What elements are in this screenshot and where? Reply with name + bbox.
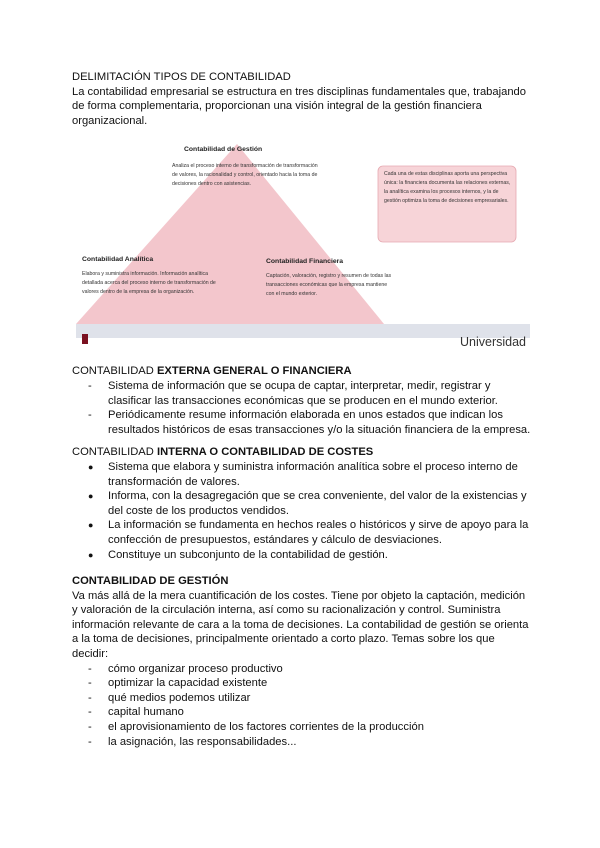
externa-heading: CONTABILIDAD EXTERNA GENERAL O FINANCIERA (72, 365, 352, 378)
intro-heading: DELIMITACIÓN TIPOS DE CONTABILIDAD (72, 71, 291, 83)
intro-paragraph: La contabilidad empresarial se estructura en tres disciplinas fundamentales que, trabajando de forma complementaria, proporcionan una visión integral de la gestión financiera organizacional. (72, 85, 526, 127)
list-item: - cómo organizar proceso productivo (88, 662, 283, 675)
top-title: Contabilidad de Gestión (184, 146, 263, 154)
list-item: - Periódicamente resume información elaborada en unos estados que indican los resultados históricos de esas transacciones y/o la situación financiera de la empresa. (88, 409, 531, 436)
top-text: Analiza el proceso interno de transformación de transformación de valores, la racionalidad y control, orientado hacia la toma de decisiones dentro con asistencias. (172, 163, 318, 188)
externa-list (72, 379, 532, 437)
right-title: Contabilidad Financiera (266, 258, 344, 266)
list-item: - optimizar la capacidad existente (88, 677, 268, 690)
list-item: ● Constituye un subconjunto de la contabilidad de gestión. (88, 548, 388, 561)
list-item: - capital humano (88, 706, 184, 719)
logo-mark (82, 334, 88, 344)
list-item: ● La información se fundamenta en hechos reales o históricos y sirve de apoyo para la confección de presupuestos, estándares y cálculo de desviaciones. (88, 519, 529, 546)
gestion-heading: CONTABILIDAD DE GESTIÓN (72, 575, 229, 588)
interna-heading: CONTABILIDAD INTERNA O CONTABILIDAD DE COSTES (72, 446, 374, 459)
left-title: Contabilidad Analítica (82, 256, 154, 264)
gestion-list (72, 662, 532, 750)
interna-list (72, 460, 532, 562)
left-text: Elabora y suministra información. Información analítica detallada acerca del proceso interno de transformación de valores dentro de la empresa de la organización. (82, 271, 216, 296)
list-item: ● Informa, con la desagregación que se crea conveniente, del valor de la existencias y del coste de los productos vendidos. (88, 490, 527, 517)
accounting-pyramid-figure (72, 138, 530, 352)
list-item: - el aprovisionamiento de los factores corrientes de la producción (88, 721, 424, 734)
list-item: ● Sistema que elabora y suministra información analítica sobre el proceso interno de transformación de valores. (88, 460, 518, 488)
right-text: Captación, valoración, registro y resumen de todas las transacciones económicas que la empresa mantiene con el mundo exterior. (266, 273, 392, 298)
gestion-paragraph: Va más allá de la mera cuantificación de los costes. Tiene por objeto la captación, medición y valoración de la circulación interna, así como su racionalización y control. Suministra información relevante de cara a la toma de decisiones. La contabilidad de gestión se orienta a la toma de decisiones, principalmente orientado a corto plazo. Temas sobre los que decidir: (72, 589, 529, 661)
list-item: - la asignación, las responsabilidades... (88, 735, 297, 748)
list-item: - qué medios podemos utilizar (88, 691, 251, 704)
list-item: - Sistema de información que se ocupa de captar, interpretar, medir, registrar y clasificar las transacciones económicas que se producen en el mundo exterior. (88, 379, 498, 407)
university-brand: Universidad (459, 335, 526, 350)
document-page (72, 70, 532, 749)
note-text: Cada una de estas disciplinas aporta una perspectiva única: la financiera documenta las relaciones externas, la analítica examina los procesos internos, y la de gestión optimiza la toma de decisiones empresariales. (384, 171, 511, 205)
